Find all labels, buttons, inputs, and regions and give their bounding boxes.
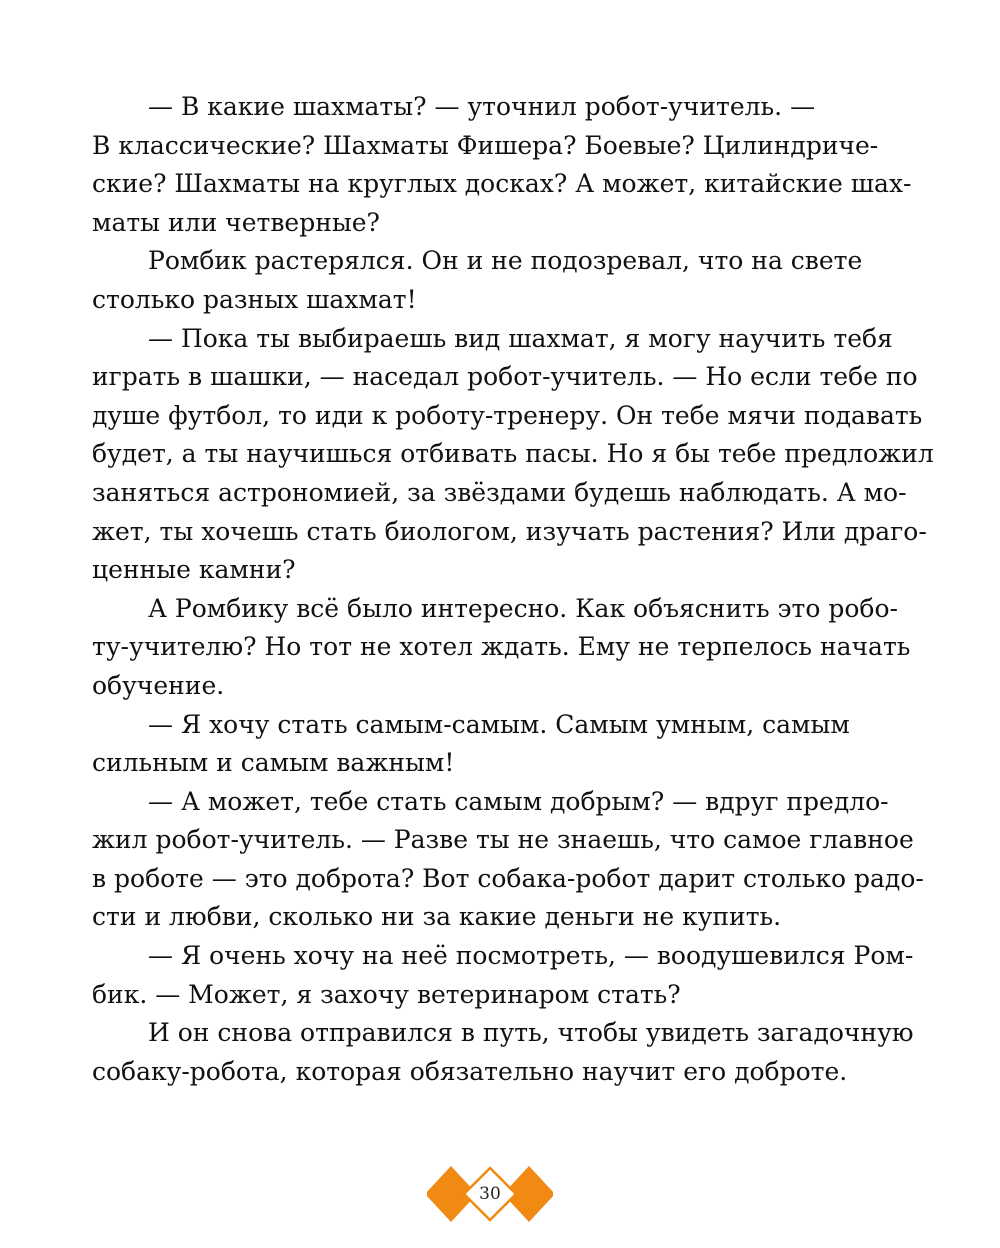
paragraph-6	[92, 783, 924, 937]
paragraph-7	[92, 937, 914, 1014]
text-line: — Пока ты выбираешь вид шахмат, я могу научить тебя	[148, 323, 893, 353]
text-line: в роботе — это доброта? Вот собака-робот дарит столько радо-	[92, 863, 924, 893]
text-line: — А может, тебе стать самым добрым? — вдруг предло-	[148, 786, 889, 816]
story-text	[92, 88, 934, 1091]
text-line: будет, а ты научишься отбивать пасы. Но я бы тебе предложил	[92, 439, 934, 469]
text-line: сти и любви, сколько ни за какие деньги не купить.	[92, 902, 782, 932]
paragraph-5	[92, 706, 892, 783]
text-line: заняться астрономией, за звёздами будешь наблюдать. А мо-	[92, 477, 907, 507]
text-line: собаку-робота, которая обязательно научит его доброте.	[92, 1056, 848, 1086]
text-line: бик. — Может, я захочу ветеринаром стать?	[92, 979, 681, 1009]
paragraph-1	[92, 88, 912, 242]
text-line: душе футбол, то иди к роботу-тренеру. Он тебе мячи подавать	[92, 400, 923, 430]
text-line: обучение.	[92, 670, 225, 700]
text-line: Ромбик растерялся. Он и не подозревал, что на свете	[148, 246, 863, 276]
text-line: И он снова отправился в путь, чтобы увидеть загадочную	[148, 1018, 914, 1048]
text-line: ские? Шахматы на круглых досках? А может, китайские шах-	[92, 169, 912, 199]
paragraph-3	[92, 320, 934, 590]
text-line: — Я хочу стать самым-самым. Самым умным, самым	[148, 709, 850, 739]
paragraph-2	[92, 242, 892, 319]
text-line: сильным и самым важным!	[92, 748, 455, 778]
text-line: В классические? Шахматы Фишера? Боевые? Цилиндриче-	[92, 130, 879, 160]
text-line: играть в шашки, — наседал робот-учитель. — Но если тебе по	[92, 362, 918, 392]
paragraph-8	[92, 1014, 914, 1091]
paragraph-4	[92, 590, 911, 706]
text-line: жет, ты хочешь стать биологом, изучать растения? Или драго-	[92, 516, 927, 546]
page-number: 30	[479, 1184, 501, 1204]
text-line: ту-учителю? Но тот не хотел ждать. Ему не терпелось начать	[92, 632, 911, 662]
text-line: — Я очень хочу на неё посмотреть, — воодушевился Ром-	[148, 941, 914, 971]
text-line: столько разных шахмат!	[92, 284, 417, 314]
text-line: жил робот-учитель. — Разве ты не знаешь, что самое главное	[92, 825, 914, 855]
text-line: А Ромбику всё было интересно. Как объяснить это робо-	[148, 593, 898, 623]
page-number-ornament	[427, 1162, 553, 1226]
text-line: — В какие шахматы? — уточнил робот-учитель. —	[148, 92, 816, 121]
text-line: маты или четверные?	[92, 207, 380, 237]
text-line: ценные камни?	[92, 555, 296, 585]
